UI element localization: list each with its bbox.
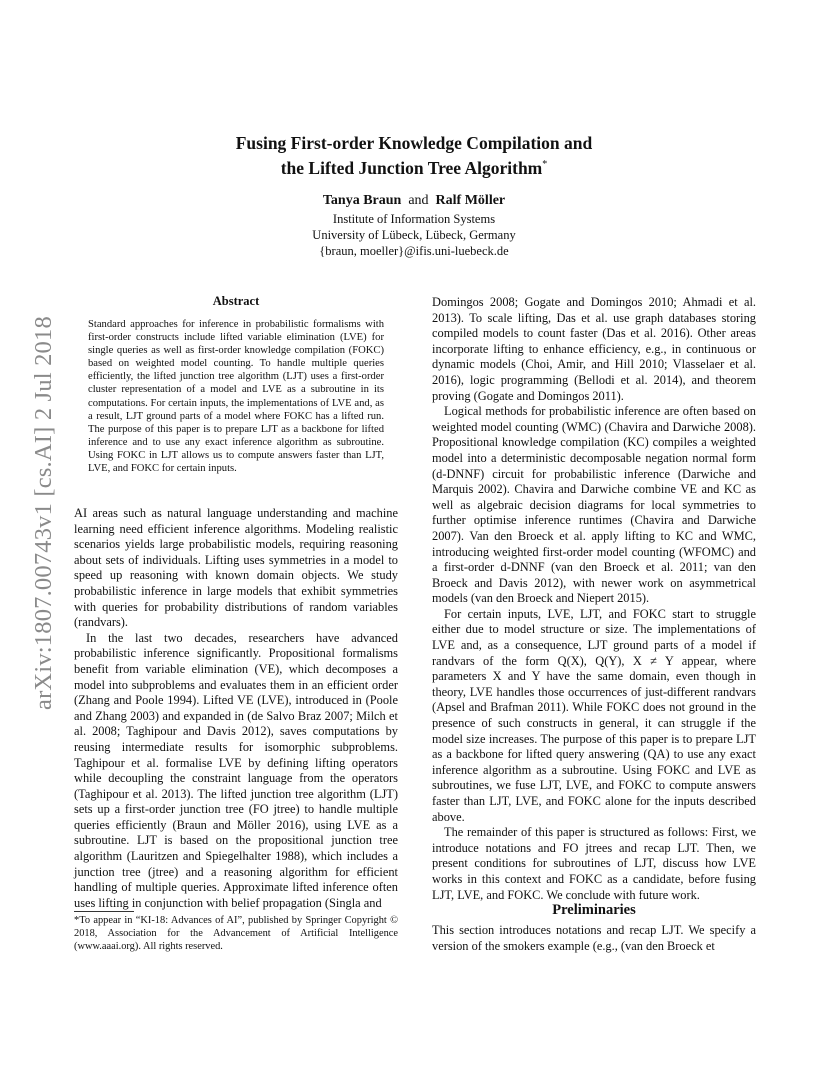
- paragraph: The remainder of this paper is structured as follows: First, we introduce notations and FO jtrees and recap LJT. Then, we present conditions for subroutines of LJT, discuss how LVE works in this context and FOKC as a candidate, before fusing LJT, LVE, and FOKC. We conclude with future work.: [432, 825, 756, 902]
- affiliation-line-1: Institute of Information Systems: [332, 212, 496, 226]
- paper-title-line-1: Fusing First-order Knowledge Compilation and: [235, 133, 593, 153]
- paragraph: For certain inputs, LVE, LJT, and FOKC start to struggle either due to model structure or size. The implementations of LVE and, as a consequence, LJT ground parts of a model if randvars of the form Q(X), Q(Y), X ≠ Y appear, where parameters X and Y have the same domain, even though in theory, LVE handles those occurrences of just-different randvars (Apsel and Brafman 2011). While FOKC does not ground in the presence of such constructs in general, it can struggle if the model size increases. The purpose of this paper is to prepare LJT as a backbone for lifted query answering (QA) to use any exact inference algorithm as a subroutine. Using FOKC and LVE as subroutines, we fuse LJT, LVE, and FOKC to compute answers faster than LJT, LVE, and FOKC alone for the inputs described above.: [432, 606, 756, 824]
- author-and: and: [408, 193, 429, 208]
- paragraph: AI areas such as natural language understanding and machine learning need efficient inference algorithms. Modeling realistic scenarios yields large probabilistic models, requiring reasoning about sets of individuals. Lifting uses symmetries in a model to speed up reasoning with known domain objects. We study probabilistic inference in large models that exhibit symmetries with queries for probability distributions of random variables (randvars).: [74, 506, 398, 630]
- left-column-body: [74, 506, 398, 911]
- arxiv-stamp: [22, 310, 62, 710]
- paper-title-line-2-text: the Lifted Junction Tree Algorithm: [280, 157, 543, 178]
- abstract-heading: Abstract: [212, 294, 260, 308]
- author-line: [0, 193, 828, 209]
- right-column-body: [432, 295, 756, 903]
- section-text: This section introduces notations and recap LJT. We specify a version of the smokers example (e.g., (van den Broeck et: [432, 923, 756, 953]
- footnote: *To appear in “KI-18: Advances of AI”, published by Springer Copyright © 2018, Association for the Advancement of Artificial Intelligence (www.aaai.org). All rights reserved.: [74, 915, 398, 952]
- affiliation-email: {braun, moeller}@ifis.uni-luebeck.de: [319, 244, 509, 258]
- footnote-rule: [74, 911, 134, 912]
- paragraph: In the last two decades, researchers have advanced probabilistic inference significantly. Propositional formalisms benefit from variable elimination (VE), which decomposes a model into subproblems and evaluates them in an efficient order (Zhang and Poole 1994). Lifted VE (LVE), introduced in (Poole and Zhang 2003) and expanded in (de Salvo Braz 2007; Milch et al. 2008; Taghipour and Davis 2012), saves computations by reusing intermediate results for isomorphic subproblems. Taghipour et al. formalise LVE by defining lifting operators while decoupling the constraint language from the operators (Taghipour et al. 2013). The lifted junction tree algorithm (LJT) sets up a first-order junction tree (FO jtree) to handle multiple queries efficiently (Braun and Möller 2016), using LVE as a subroutine. LJT is based on the propositional junction tree algorithm (Lauritzen and Spiegelhalter 1988), which includes a junction tree (jtree) and a reasoning algorithm for efficient handling of multiple queries. Approximate lifted inference often uses lifting in conjunction with belief propagation (Singla and: [74, 630, 398, 910]
- section-heading-preliminaries: Preliminaries: [552, 902, 636, 918]
- paper-title-line-2: [0, 154, 828, 179]
- paragraph: Logical methods for probabilistic inference are often based on weighted model counting (WMC) (Chavira and Darwiche 2008). Propositional knowledge compilation (KC) compiles a weighted model into a deterministic decomposable negation normal form (d-DNNF) circuit for probabilistic inference (Darwiche and Marquis 2002). Chavira and Darwiche combine VE and KC as well as algebraic decision diagrams for local symmetries to further optimise inference runtimes (Chavira and Darwiche 2007). Van den Broeck et al. apply lifting to KC and WMC, introducing weighted first-order model counting (WFOMC) and a first-order d-DNNF (van den Broeck et al. 2011; van den Broeck and Davis 2012), with newer work on asymmetrical models (van den Broeck and Niepert 2015).: [432, 404, 756, 606]
- author-2: Ralf Möller: [435, 193, 506, 208]
- arxiv-id: arXiv:1807.00743v1 [cs.AI] 2 Jul 2018: [30, 316, 57, 710]
- author-1: Tanya Braun: [322, 193, 402, 208]
- paragraph: Domingos 2008; Gogate and Domingos 2010; Ahmadi et al. 2013). To scale lifting, Das et al. use graph databases storing compiled models to count faster (Das et al. 2016). Other areas incorporate lifting to enhance efficiency, e.g., in continuous or dynamic models (Choi, Amir, and Hill 2010; Vlasselaer et al. 2016), logic programming (Bellodi et al. 2014), and theorem proving (Gogate and Domingos 2011).: [432, 295, 756, 403]
- abstract-text: Standard approaches for inference in probabilistic formalisms with first-order constructs include lifted variable elimination (LVE) for single queries as well as first-order knowledge compilation (FOKC) based on weighted model counting. To handle multiple queries efficiently, the lifted junction tree algorithm (LJT) uses a first-order cluster representation of a model and LVE as a subroutine in its computations. For certain inputs, the implementations of LVE and, as a result, LJT ground parts of a model where FOKC has a lifted run. The purpose of this paper is to prepare LJT as a backbone for lifted inference and to use any exact inference algorithm as subroutine. Using FOKC in LJT allows us to compute answers faster than LJT, LVE, and FOKC for certain inputs.: [88, 319, 384, 475]
- affiliation-line-2: University of Lübeck, Lübeck, Germany: [312, 228, 516, 242]
- title-footnote-mark: *: [542, 159, 548, 170]
